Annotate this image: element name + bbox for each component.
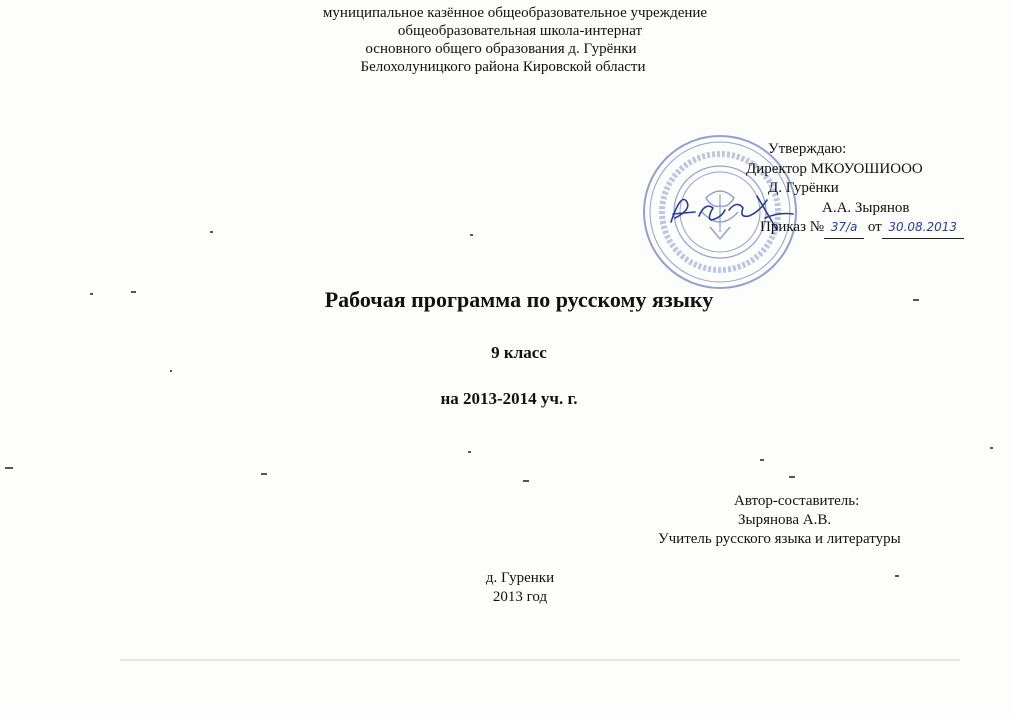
institution-header	[240, 4, 790, 76]
order-label: Приказ №	[760, 219, 825, 235]
approval-block	[738, 140, 998, 239]
institution-line-4: Белохолуницкого района Кировской области	[360, 59, 646, 75]
approval-name: А.А. Зырянов	[822, 199, 910, 216]
approval-position: Директор МКОУОШИООО	[746, 160, 923, 177]
institution-line-3: основного общего образования д. Гурёнки	[365, 41, 637, 57]
institution-line-1: муниципальное казённое общеобразовательное учреждение	[322, 5, 708, 21]
document-year: на 2013-2014 уч. г.	[440, 389, 578, 408]
author-label: Автор-составитель:	[734, 493, 860, 509]
footer-block	[400, 569, 640, 607]
order-date: 30.08.2013	[888, 220, 958, 234]
document-title: Рабочая программа по русскому языку	[324, 287, 714, 312]
institution-line-2: общеобразовательная школа-интернат	[397, 23, 643, 39]
footer-year: 2013 год	[492, 589, 548, 605]
footer-place: д. Гуренки	[485, 570, 555, 586]
order-number: 37/а	[830, 220, 858, 234]
approval-place: Д. Гурёнки	[768, 180, 839, 196]
author-name: Зырянова А.В.	[738, 512, 832, 528]
approval-heading: Утверждаю:	[768, 141, 847, 157]
author-position: Учитель русского языка и литературы	[658, 531, 901, 547]
order-date-label: от	[867, 219, 882, 235]
document-grade: 9 класс	[491, 343, 547, 362]
approval-order	[760, 218, 998, 239]
author-block	[640, 492, 980, 549]
order-number-field	[824, 218, 864, 239]
order-date-field	[882, 218, 964, 239]
